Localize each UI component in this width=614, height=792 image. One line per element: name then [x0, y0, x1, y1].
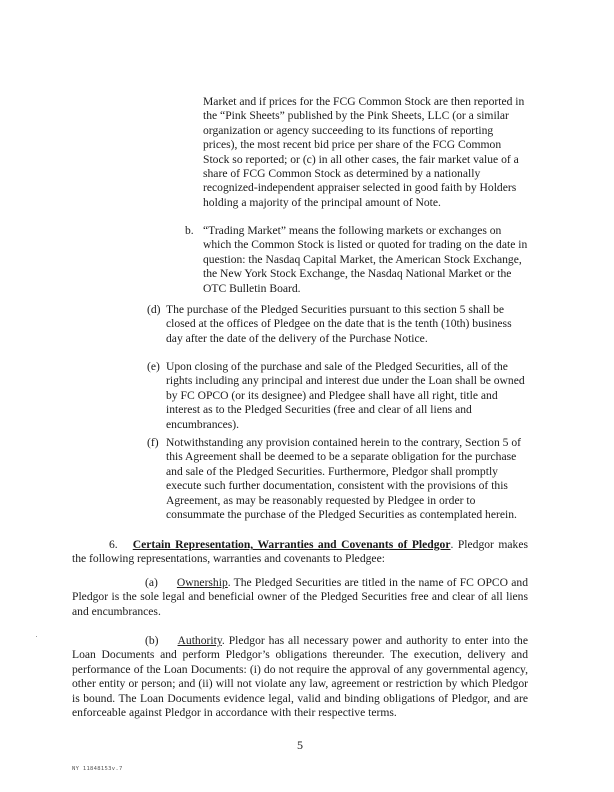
item-e-paragraph: Upon closing of the purchase and sale of the Pledged Securities, all of the rights including any principal and interest due under the Loan shall be owned by FC OPCO (or its designee) and Pledgee shall have all right, title and interest as to the Pledged Securities (free and clear of all liens and encumbrances).	[166, 360, 525, 431]
section-6-heading-period: .	[450, 538, 454, 551]
item-b2-paragraph	[72, 634, 528, 720]
item-d-paragraph: The purchase of the Pledged Securities pursuant to this section 5 shall be closed at the offices of Pledgee on the date that is the tenth (10th) business day after the date of the delivery of the Purchase Notice.	[166, 303, 512, 345]
item-f-paragraph: Notwithstanding any provision contained herein to the contrary, Section 5 of this Agreement shall be deemed to be a separate obligation for the purchase and sale of the Pledged Securities. Furthermore, Pledgor shall promptly execute such further documentation, consistent with the provisions of this Agreement, as may be reasonably requested by Pledgee in order to consummate the purchase of the Pledged Securities as contemplated herein.	[166, 436, 522, 522]
item-e-marker: (e)	[147, 360, 160, 373]
item-b2-text: . Pledgor has all necessary power and authority to enter into the Loan Documents and perform Pledgor’s obligations thereunder. The execution, delivery and performance of the Loan Documents: (i) do not require the approval of any governmental agency, other entity or person; and (ii) will not violate any law, agreement or restriction by which Pledgor is bound. The Loan Documents evidence legal, valid and binding obligations of Pledgor, and are enforceable against Pledgor in accordance with their respective terms.	[72, 634, 528, 720]
item-b2-marker: (b)	[145, 634, 159, 647]
scan-speck	[36, 636, 37, 637]
item-b2-title: Authority	[177, 634, 222, 647]
page-number: 5	[297, 738, 303, 752]
section-6-paragraph	[72, 538, 528, 567]
section-6-intro: Pledgor makes the following representations, warranties and covenants to Pledgee:	[72, 538, 528, 566]
document-id: NY 11848153v.7	[72, 766, 123, 772]
item-a-title: Ownership	[176, 576, 228, 589]
item-a-marker: (a)	[145, 576, 158, 589]
section-6-number: 6.	[109, 538, 118, 551]
section-6-heading: Certain Representation, Warranties and Covenants of Pledgor	[132, 538, 451, 551]
item-a-text: . The Pledged Securities are titled in the name of FC OPCO and Pledgor is the sole legal and beneficial owner of the Pledged Securities free and clear of all liens and encumbrances.	[72, 576, 528, 618]
item-a-paragraph	[72, 576, 528, 619]
item-b-paragraph: “Trading Market” means the following markets or exchanges on which the Common Stock is listed or quoted for trading on the date in question: the Nasdaq Capital Market, the American Stock Exchange, the New York Stock Exchange, the Nasdaq National Market or the OTC Bulletin Board.	[203, 224, 528, 295]
item-b-marker: b.	[185, 224, 194, 237]
item-f-marker: (f)	[147, 436, 159, 449]
item-d-marker: (d)	[147, 303, 161, 316]
continuation-paragraph: Market and if prices for the FCG Common Stock are then reported in the “Pink Sheets” published by the Pink Sheets, LLC (or a similar organization or agency succeeding to its functions of reporting prices), the most recent bid price per share of the FCG Common Stock so reported; or (c) in all other cases, the fair market value of a share of FCG Common Stock as determined by a nationally recognized-independent appraiser selected in good faith by Holders holding a majority of the principal amount of Note.	[203, 95, 525, 209]
